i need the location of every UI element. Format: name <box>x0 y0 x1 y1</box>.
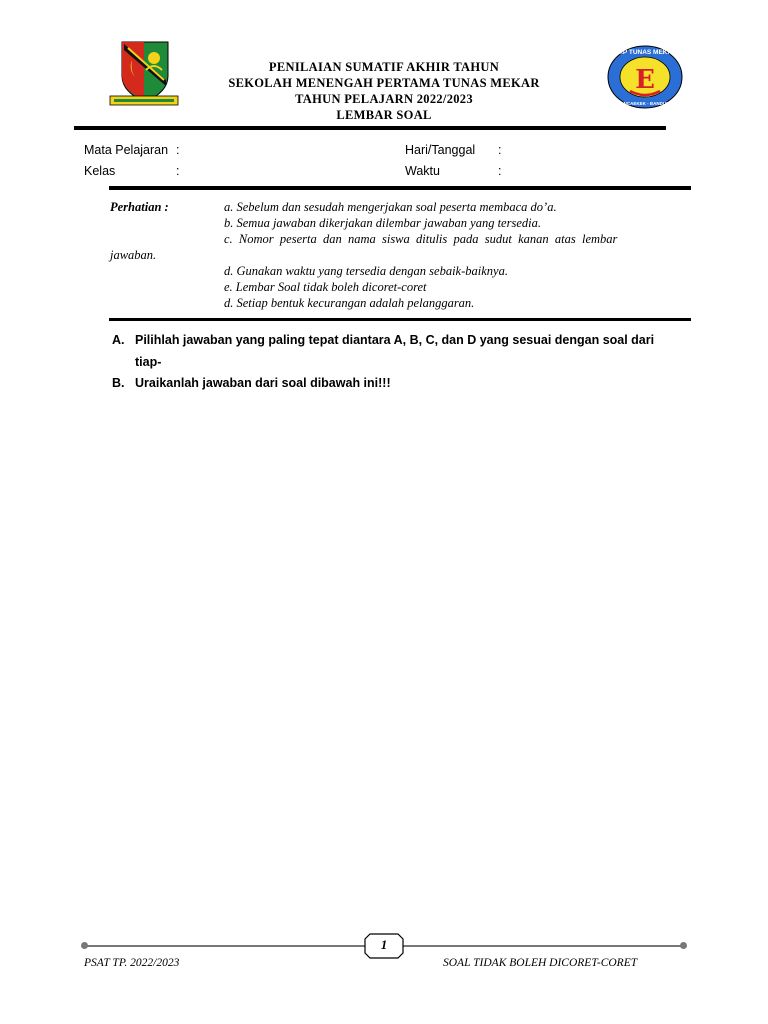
kelas-label: Kelas <box>84 164 116 178</box>
waktu-label: Waktu <box>405 164 440 178</box>
hari-tanggal-colon: : <box>498 143 502 157</box>
header-title-1: PENILAIAN SUMATIF AKHIR TAHUN <box>268 60 500 74</box>
badge-text: SMP TUNAS MEKAR <box>613 49 677 56</box>
perhatian-label: Perhatian : <box>110 200 169 214</box>
page-number: 1 <box>380 937 388 952</box>
header-title-3: TAHUN PELAJARN 2022/2023 <box>295 92 473 106</box>
footer-right-text: SOAL TIDAK BOLEH DICORET-CORET <box>443 957 638 969</box>
waktu-colon: : <box>498 164 502 178</box>
perhatian-item-e: e. Lembar Soal tidak boleh dicoret-coret <box>224 280 427 294</box>
footer-left-text: PSAT TP. 2022/2023 <box>84 957 180 969</box>
page-number-badge <box>364 933 404 959</box>
perhatian-divider <box>109 318 691 321</box>
mata-pelajaran-label: Mata Pelajaran <box>84 143 169 157</box>
mata-pelajaran-colon: : <box>176 143 180 157</box>
perhatian-item-c: c. Nomor peserta dan nama siswa ditulis pada sudut kanan atas lembar <box>224 232 618 246</box>
instruction-a-text: Pilihlah jawaban yang paling tepat diantara A, B, C, dan D yang sesuai dengan soal dari <box>135 333 655 347</box>
header-title-2: SEKOLAH MENENGAH PERTAMA TUNAS MEKAR <box>228 76 540 90</box>
badge-letter: E <box>635 65 655 95</box>
info-divider <box>109 186 691 190</box>
instruction-b-text: Uraikanlah jawaban dari soal dibawah ini!!! <box>135 376 391 390</box>
perhatian-item-c-cont: jawaban. <box>110 248 157 262</box>
footer-rule-right-dot <box>680 942 687 949</box>
instruction-b-letter: B. <box>112 376 125 390</box>
perhatian-item-a: a. Sebelum dan sesudah mengerjakan soal peserta membaca do’a. <box>224 200 557 214</box>
badge-subtext: RANCAEKEK - BANDUNG <box>617 101 673 106</box>
perhatian-item-b: b. Semua jawaban dikerjakan dilembar jawaban yang tersedia. <box>224 216 541 230</box>
instruction-a-letter: A. <box>112 333 125 347</box>
perhatian-item-d: d. Gunakan waktu yang tersedia dengan sebaik-baiknya. <box>224 264 508 278</box>
header-title-4: LEMBAR SOAL <box>336 108 432 122</box>
header-divider <box>74 126 666 130</box>
kelas-colon: : <box>176 164 180 178</box>
hari-tanggal-label: Hari/Tanggal <box>405 143 476 157</box>
footer-rule-left-dot <box>81 942 88 949</box>
instruction-a-text-cont: tiap- <box>135 355 162 369</box>
perhatian-item-f: d. Setiap bentuk kecurangan adalah pelanggaran. <box>224 296 475 310</box>
